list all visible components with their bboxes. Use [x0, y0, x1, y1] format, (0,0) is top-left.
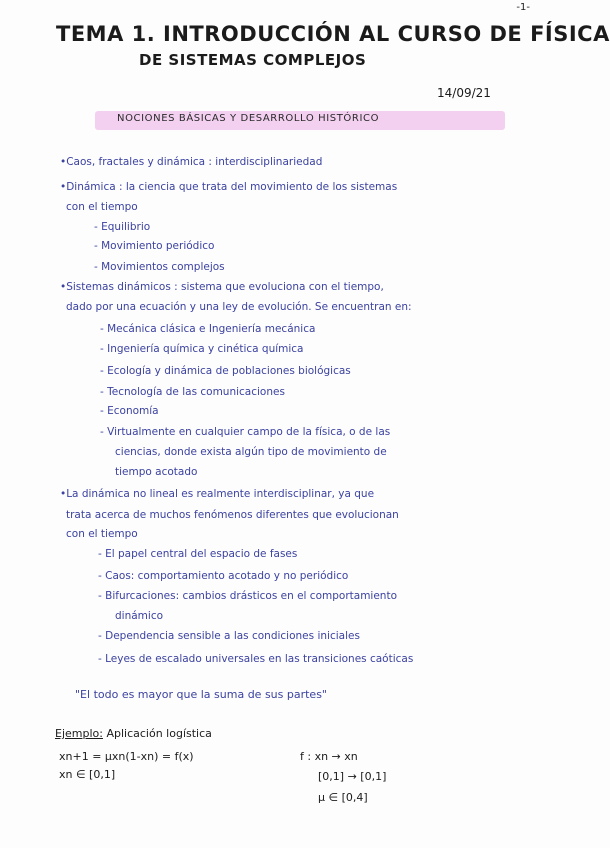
example-title: [55, 727, 212, 740]
section-heading: NOCIONES BÁSICAS Y DESARROLLO HISTÓRICO: [117, 113, 380, 124]
note-line: [66, 301, 412, 313]
title-line-1: TEMA 1. INTRODUCCIÓN AL CURSO DE FÍSICA: [56, 22, 610, 46]
note-text: trata acerca de muchos fenómenos diferentes que evolucionan: [66, 509, 399, 521]
example-label: Ejemplo:: [55, 727, 103, 740]
note-line: [100, 386, 285, 398]
note-text: - Leyes de escalado universales en las transiciones caóticas: [98, 653, 414, 665]
formula-right-1: f : xn → xn: [300, 750, 358, 763]
note-text: - Tecnología de las comunicaciones: [100, 386, 285, 398]
note-text: - Ecología y dinámica de poblaciones biológicas: [100, 365, 351, 377]
formula-right-2: [0,1] → [0,1]: [318, 770, 387, 783]
note-text: - Bifurcaciones: cambios drásticos en el comportamiento: [98, 590, 397, 602]
note-line: [100, 405, 159, 417]
note-line: [100, 426, 390, 438]
example-name: Aplicación logística: [106, 727, 212, 740]
note-line: [94, 221, 150, 233]
note-line: [98, 548, 297, 560]
note-text: - Dependencia sensible a las condiciones iniciales: [98, 630, 360, 642]
note-text: - El papel central del espacio de fases: [98, 548, 298, 560]
note-text: con el tiempo: [66, 201, 138, 213]
title-line-2: DE SISTEMAS COMPLEJOS: [139, 51, 367, 69]
note-line: [98, 653, 413, 665]
note-line: [66, 509, 399, 521]
note-text: tiempo acotado: [115, 466, 198, 478]
note-text: Sistemas dinámicos : sistema que evoluciona con el tiempo,: [66, 281, 384, 293]
note-text: - Virtualmente en cualquier campo de la física, o de las: [100, 426, 391, 438]
note-line: [115, 446, 387, 458]
note-text: - Equilibrio: [94, 221, 151, 233]
date: 14/09/21: [437, 86, 491, 100]
bullet-icon: •: [60, 281, 67, 293]
note-line: [94, 240, 214, 252]
note-line: [60, 281, 384, 293]
note-text: - Movimiento periódico: [94, 240, 215, 252]
note-line: [94, 261, 225, 273]
note-line: [66, 528, 138, 540]
note-text: dado por una ecuación y una ley de evolución. Se encuentran en:: [66, 301, 412, 313]
note-line: [60, 488, 374, 500]
bullet-icon: •: [60, 181, 67, 193]
quote: "El todo es mayor que la suma de sus partes": [75, 688, 327, 701]
note-text: - Mecánica clásica e Ingeniería mecánica: [100, 323, 316, 335]
formula-left-1: xn+1 = μxn(1-xn) = f(x): [59, 750, 194, 763]
note-line: [98, 590, 397, 602]
note-text: ciencias, donde exista algún tipo de movimiento de: [115, 446, 387, 458]
note-text: - Economía: [100, 405, 159, 417]
note-line: [98, 630, 360, 642]
note-line: [60, 156, 322, 168]
note-text: - Caos: comportamiento acotado y no periódico: [98, 570, 349, 582]
note-text: Dinámica : la ciencia que trata del movimiento de los sistemas: [66, 181, 398, 193]
note-text: dinámico: [115, 610, 164, 622]
note-line: [115, 466, 197, 478]
note-line: [100, 323, 315, 335]
note-line: [100, 365, 351, 377]
note-line: [98, 570, 348, 582]
page-number: -1-: [516, 2, 530, 13]
note-line: [115, 610, 163, 622]
note-line: [66, 201, 138, 213]
note-text: - Movimientos complejos: [94, 261, 225, 273]
formula-left-2: xn ∈ [0,1]: [59, 768, 116, 781]
note-text: La dinámica no lineal es realmente interdisciplinar, ya que: [66, 488, 375, 500]
note-line: [60, 181, 397, 193]
note-text: - Ingeniería química y cinética química: [100, 343, 304, 355]
formula-right-3: μ ∈ [0,4]: [318, 791, 368, 804]
note-line: [100, 343, 304, 355]
note-text: Caos, fractales y dinámica : interdisciplinariedad: [66, 156, 323, 168]
note-text: con el tiempo: [66, 528, 138, 540]
bullet-icon: •: [60, 488, 67, 500]
bullet-icon: •: [60, 156, 67, 168]
